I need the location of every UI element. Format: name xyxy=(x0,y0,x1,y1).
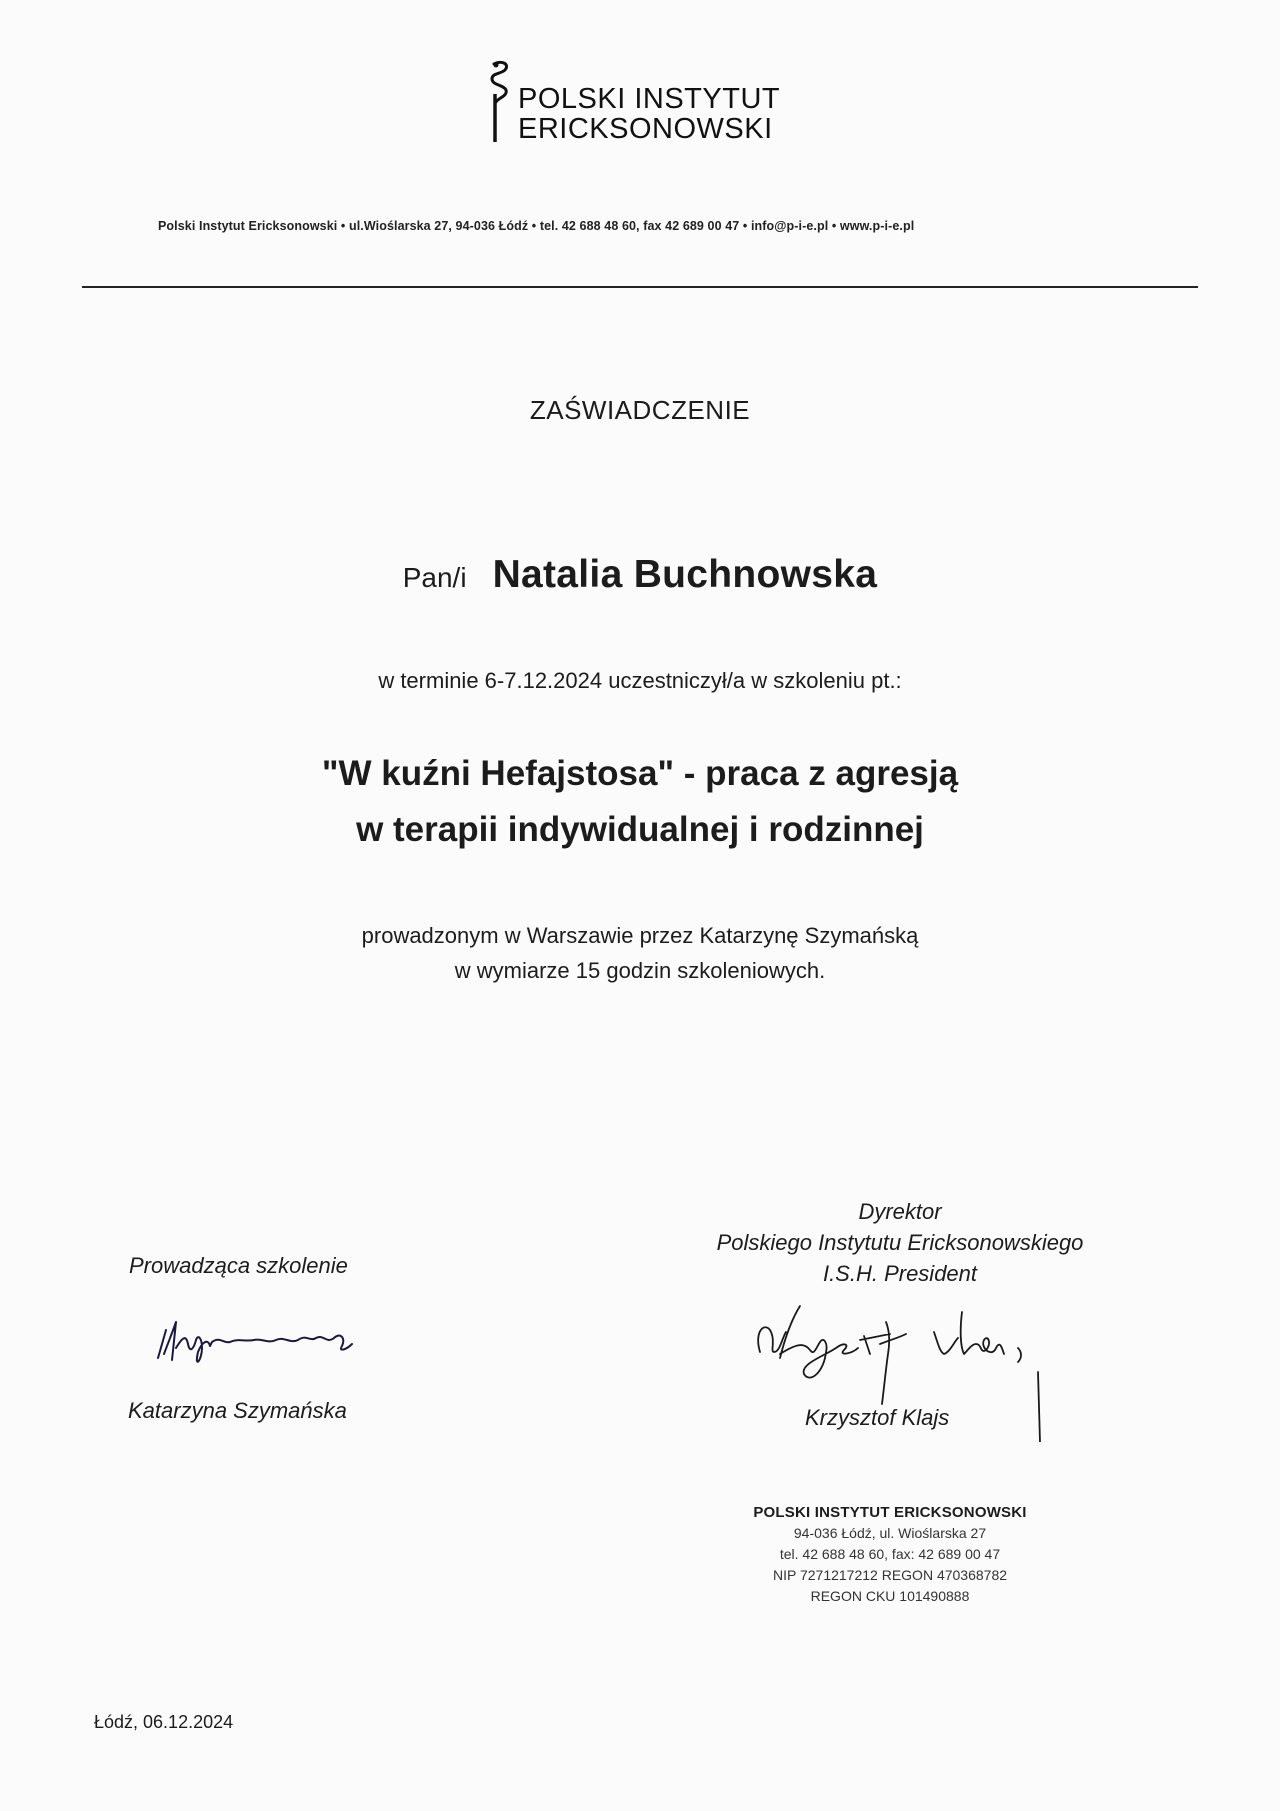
recipient-prefix: Pan/i xyxy=(402,562,467,593)
lead-role: Prowadząca szkolenie xyxy=(129,1253,348,1278)
stamp-title: POLSKI INSTYTUT ERICKSONOWSKI xyxy=(753,1504,1027,1521)
document-title: ZAŚWIADCZENIE xyxy=(529,395,751,425)
course-details xyxy=(0,918,1280,988)
logo-line-1: POLSKI INSTYTUT xyxy=(518,83,781,115)
term-text: w terminie 6-7.12.2024 uczestniczył/a w szkoleniu pt.: xyxy=(378,668,902,693)
director-role-line-3: I.S.H. President xyxy=(822,1261,978,1286)
lead-signature xyxy=(150,1308,380,1383)
details-line-2: w wymiarze 15 godzin szkoleniowych. xyxy=(454,958,826,983)
caduceus-logo-icon xyxy=(480,58,520,150)
stamp-line-1: 94-036 Łódź, ul. Wioślarska 27 xyxy=(793,1525,987,1541)
contact-line: Polski Instytut Ericksonowski • ul.Wioślarska 27, 94-036 Łódź • tel. 42 688 48 60, fax 42 689 00 47 • info@p-i-e.pl • www.p-i-e.pl xyxy=(158,219,915,233)
logo-line-2: ERICKSONOWSKI xyxy=(518,113,773,145)
recipient-name: Natalia Buchnowska xyxy=(492,553,878,596)
details-line-1: prowadzonym w Warszawie przez Katarzynę Szymańską xyxy=(361,923,919,948)
institute-logo xyxy=(480,58,820,150)
director-role-line-1: Dyrektor xyxy=(858,1199,942,1224)
institute-stamp xyxy=(690,1502,1090,1607)
director-name: Krzysztof Klajs xyxy=(805,1405,950,1430)
course-title-line-1: "W kuźni Hefajstosa" - praca z agresją xyxy=(321,754,959,793)
stamp-line-3: NIP 7271217212 REGON 470368782 xyxy=(772,1567,1008,1583)
course-title xyxy=(0,746,1280,858)
logo-text xyxy=(518,84,780,144)
stamp-line-4: REGON CKU 101490888 xyxy=(810,1588,970,1604)
stamp-line-2: tel. 42 688 48 60, fax: 42 689 00 47 xyxy=(779,1546,1001,1562)
recipient xyxy=(0,553,1280,597)
place-date: Łódź, 06.12.2024 xyxy=(94,1712,234,1732)
director-role-line-2: Polskiego Instytutu Ericksonowskiego xyxy=(716,1230,1084,1255)
header-divider xyxy=(82,286,1198,288)
course-title-line-2: w terapii indywidualnej i rodzinnej xyxy=(356,810,924,849)
director-role xyxy=(630,1196,1170,1289)
lead-name: Katarzyna Szymańska xyxy=(128,1398,347,1423)
